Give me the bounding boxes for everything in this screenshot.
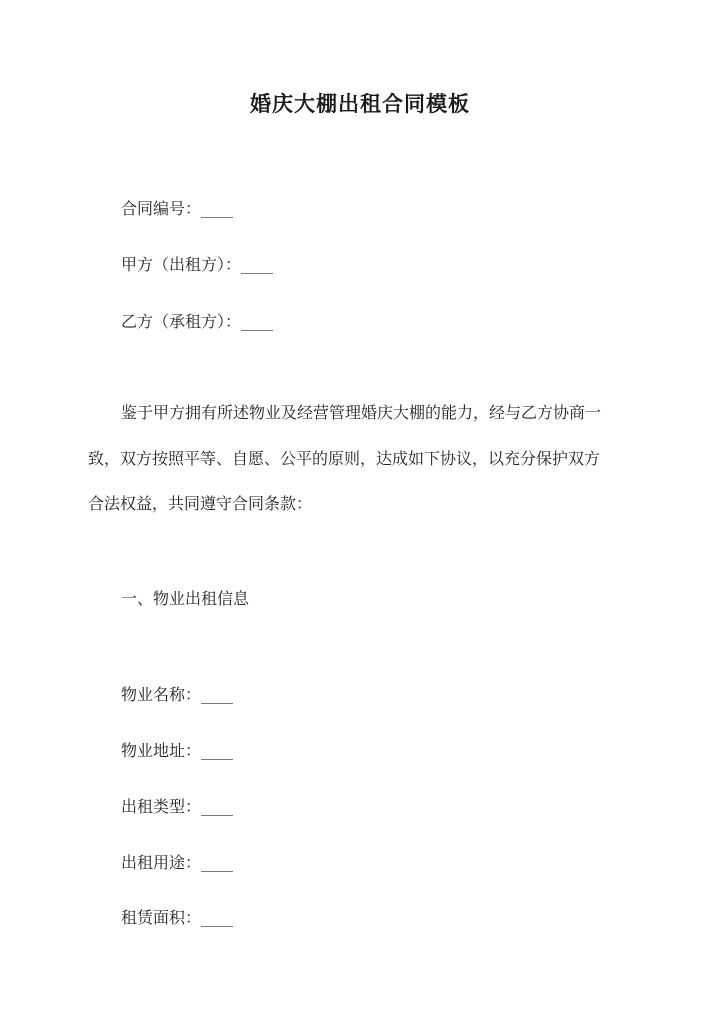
intro-line-1: 鉴于甲方拥有所述物业及经营管理婚庆大棚的能力，经与乙方协商一 — [121, 403, 602, 422]
contract-number-field: 合同编号：____ — [121, 199, 234, 218]
party-a-field: 甲方（出租方）：____ — [121, 255, 274, 274]
party-b-field: 乙方（承租方）：____ — [121, 312, 274, 331]
section-heading: 一、物业出租信息 — [121, 589, 250, 608]
rental-type-field: 出租类型：____ — [121, 797, 234, 816]
document-title: 婚庆大棚出租合同模板 — [250, 91, 470, 116]
property-name-field: 物业名称：____ — [121, 685, 234, 704]
rental-purpose-field: 出租用途：____ — [121, 853, 234, 872]
rental-area-field: 租赁面积：____ — [121, 908, 234, 927]
property-address-field: 物业地址：____ — [121, 741, 234, 760]
intro-line-2: 致，双方按照平等、自愿、公平的原则，达成如下协议，以充分保护双方 — [88, 449, 601, 468]
intro-line-3: 合法权益，共同遵守合同条款： — [88, 494, 313, 513]
